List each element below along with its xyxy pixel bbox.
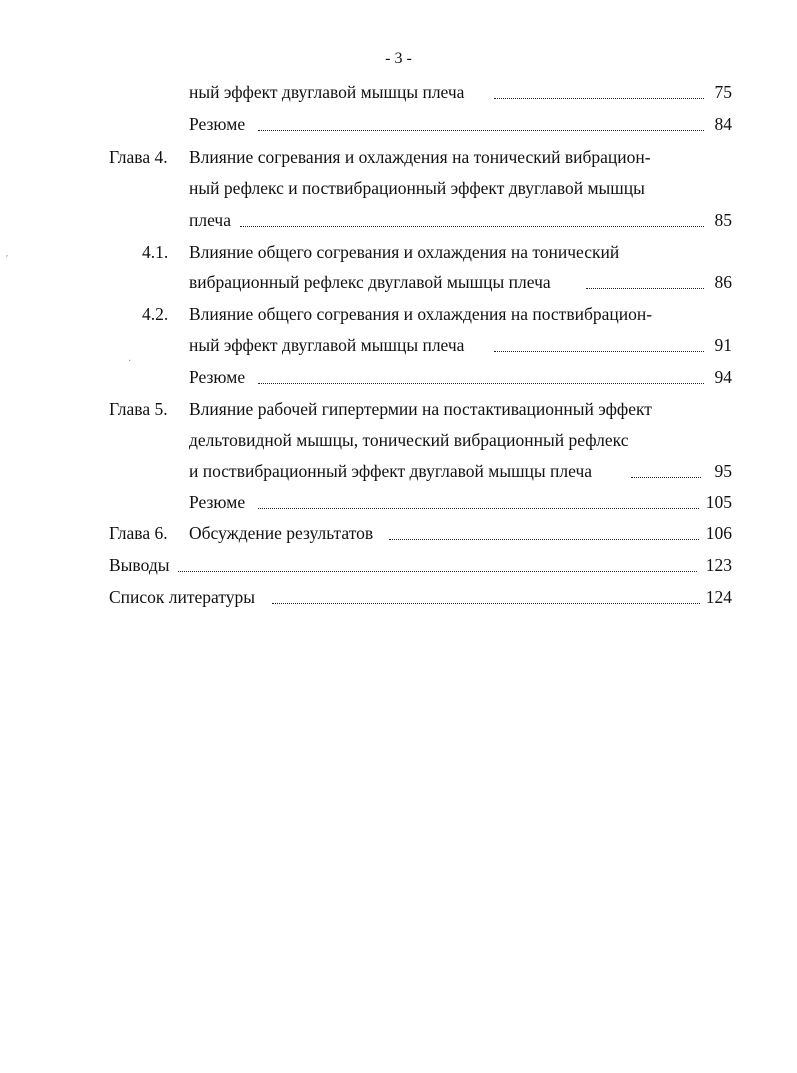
toc-entry-page: 106 [705, 523, 732, 543]
toc-entry-text: Резюме [189, 114, 246, 134]
scan-artifact: ʹ [6, 254, 9, 265]
toc-entry-page: 84 [714, 114, 732, 134]
toc-entry [0, 302, 797, 326]
toc-entry-page: 123 [705, 555, 732, 575]
toc-entry-page: 85 [714, 210, 732, 230]
toc-entry-label: Глава 5. [109, 399, 168, 419]
toc-entry [0, 333, 797, 357]
toc-entry-text: Резюме [189, 367, 246, 387]
toc-entry-text: вибрационный рефлекс двуглавой мышцы плеча [189, 272, 551, 292]
toc-entry-text: плеча [189, 210, 231, 230]
dot-leader [258, 508, 699, 509]
dot-leader [272, 603, 700, 604]
scan-artifact: · [128, 356, 132, 367]
toc-entry [0, 176, 797, 200]
toc-entry-text: и поствибрационный эффект двуглавой мышцы плеча [189, 461, 593, 481]
toc-entry-page: 75 [714, 82, 732, 102]
toc-entry-page: 94 [714, 367, 732, 387]
toc-entry [0, 585, 797, 609]
dot-leader [258, 130, 704, 131]
toc-entry-text: Список литературы [109, 587, 256, 607]
toc-entry-text: Резюме [189, 492, 246, 512]
dot-leader [258, 383, 704, 384]
toc-entry-label: Глава 6. [109, 523, 168, 543]
dot-leader [240, 226, 704, 227]
toc-entry-page: 86 [714, 272, 732, 292]
toc-entry [0, 112, 797, 136]
toc-entry-text: дельтовидной мышцы, тонический вибрационный рефлекс [189, 430, 629, 450]
toc-entry-page: 95 [714, 461, 732, 481]
toc-entry [0, 553, 797, 577]
toc-entry-text: Влияние согревания и охлаждения на тонический вибрацион- [189, 147, 651, 167]
toc-entry [0, 80, 797, 104]
toc-entry-page: 91 [714, 335, 732, 355]
toc-entry-text: Влияние общего согревания и охлаждения на тонический [189, 242, 620, 262]
toc-entry-label: 4.1. [142, 242, 169, 262]
toc-entry [0, 521, 797, 545]
toc-entry-label: Глава 4. [109, 147, 168, 167]
toc-entry-page: 124 [705, 587, 732, 607]
toc-entry-label: 4.2. [142, 304, 169, 324]
toc-entry [0, 490, 797, 514]
toc-entry-text: ный эффект двуглавой мышцы плеча [189, 82, 465, 102]
toc-entry [0, 397, 797, 421]
toc-entry-page: 105 [705, 492, 732, 512]
toc-entry-text: Обсуждение результатов [189, 523, 374, 543]
toc-entry [0, 459, 797, 483]
toc-entry-text: ный рефлекс и поствибрационный эффект двуглавой мышцы [189, 178, 645, 198]
page-number: - 3 - [385, 50, 412, 67]
dot-leader [178, 571, 697, 572]
toc-entry-text: Выводы [109, 555, 170, 575]
toc-entry-text: Влияние рабочей гипертермии на постактивационный эффект [189, 399, 652, 419]
toc-entry [0, 240, 797, 264]
toc-entry [0, 145, 797, 169]
toc-entry [0, 208, 797, 232]
dot-leader [389, 539, 699, 540]
toc-entry-text: ный эффект двуглавой мышцы плеча [189, 335, 465, 355]
toc-entry-text: Влияние общего согревания и охлаждения на поствибрацион- [189, 304, 653, 324]
toc-entry [0, 428, 797, 452]
toc-entry [0, 270, 797, 294]
toc-entry [0, 365, 797, 389]
